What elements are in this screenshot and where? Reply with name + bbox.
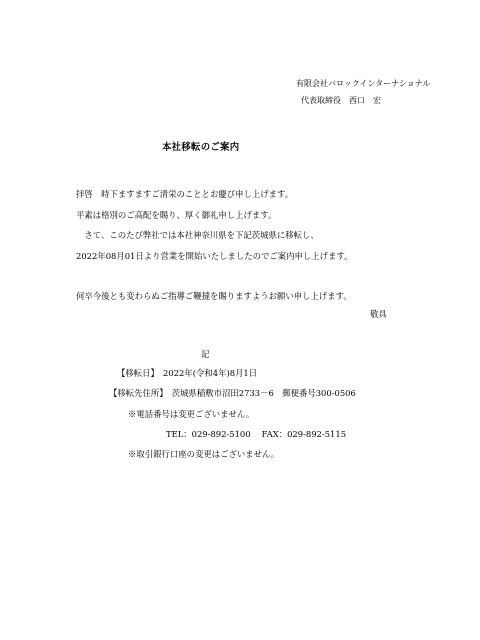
detail-move-date: 【移転日】 2022年(令和4年)8月1日: [117, 368, 258, 378]
ki-heading: 記: [201, 349, 210, 359]
body-line-request: 何卒今後とも変わらぬご指導ご鞭撻を賜りますようお願い申し上げます。: [76, 291, 352, 301]
body-line-opening-date: 2022年08月01日より営業を開始いたしましたのでご案内申し上げます。: [76, 251, 353, 261]
sender-representative: 代表取締役 西口 宏: [301, 96, 381, 105]
body-line-thanks: 平素は格別のご高配を賜り、厚く御礼申し上げます。: [76, 210, 277, 220]
closing-keigu: 敬具: [370, 309, 387, 319]
detail-tel-fax: TEL：029-892-5100 FAX：029-892-5115: [166, 429, 347, 439]
detail-new-address: 【移転先住所】 茨城県稲敷市沼田2733－6 郵便番号300-0506: [109, 388, 356, 398]
body-line-greeting: 拝啓 時下ますますご清栄のこととお慶び申し上げます。: [76, 189, 294, 199]
sender-company: 有限会社バロックインターナショナル: [296, 79, 431, 88]
letter-title: 本社移転のご案内: [162, 142, 240, 153]
detail-phone-note: ※電話番号は変更ございません。: [128, 409, 255, 419]
detail-bank-note: ※取引銀行口座の変更はございません。: [128, 449, 280, 459]
body-line-relocation: さて、このたび弊社では本社神奈川県を下記茨城県に移転し、: [76, 230, 319, 240]
